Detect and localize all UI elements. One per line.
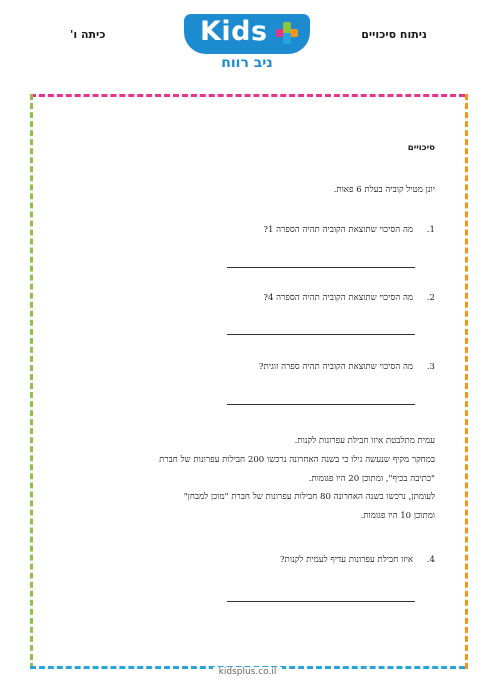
question-text: מה הסיכוי שתוצאת הקוביה תהיה הספרה 1? [263,225,413,235]
question-4 [280,554,435,565]
question-number: 3. [426,362,435,372]
question-text: איזו חבילת עפרונות עדיף לעמית לקנות? [279,555,413,565]
worksheet-body [60,0,435,700]
class-label: כיתה ו' [70,28,106,41]
question-1 [263,224,435,235]
question-2 [263,292,435,303]
passage-line-4: לעומתן, נרכשו בשנה האחרונה 80 חבילות עפרונות של חברת "מוכן למבחן" [183,492,435,502]
question-text: מה הסיכוי שתוצאת הקוביה תהיה ספרה זוגית? [258,362,413,372]
worksheet-topic: ניתוח סיכויים [361,28,427,41]
answer-line-4[interactable] [227,601,415,602]
question-number: 2. [426,293,435,303]
logo-word: Kids [200,16,268,47]
footer [0,659,495,678]
frame-left-border [30,94,33,669]
worksheet-heading: סיכויים [407,143,435,153]
passage-line-2: במחקר מקיף שנעשה גילו כי בשנה האחרונה נרכשו 200 חבילות עפרונות של חברת [159,455,435,465]
footer-site-link[interactable]: kidsplus.co.il [213,667,283,677]
answer-line-3[interactable] [227,404,415,405]
logo-subtitle: ניב רווח [221,55,273,71]
answer-line-1[interactable] [227,267,415,268]
question-text: מה הסיכוי שתוצאת הקוביה תהיה הספרה 4? [263,293,413,303]
question-number: 1. [426,225,435,235]
frame-right-border [465,94,468,669]
answer-line-2[interactable] [227,334,415,335]
passage-line-1: עמית מתלבטת איזו חבילת עפרונות לקנות. [294,436,435,446]
question-number: 4. [426,555,435,565]
question-3 [259,361,435,372]
passage-line-3: "כתיבה בכיף", ומתוכן 20 היו פגומות. [308,474,435,484]
passage-line-5: ומתוכן 10 היו פגומות. [360,511,435,521]
intro-text: יונן מטיל קוביה בעלת 6 פאות. [333,185,435,195]
